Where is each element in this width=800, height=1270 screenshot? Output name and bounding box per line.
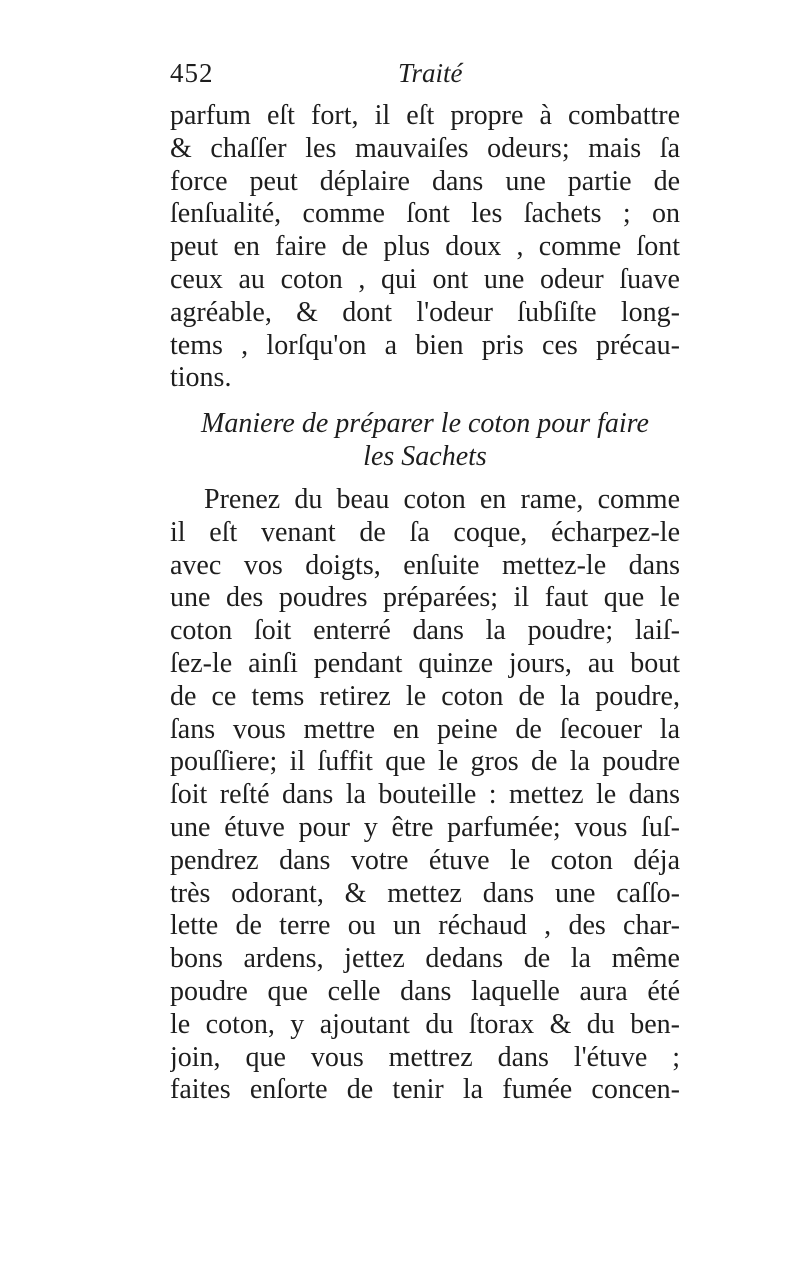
text-line: pouſſiere; il ſuffit que le gros de la poudre bbox=[170, 746, 680, 778]
text-line: peut en faire de plus doux , comme ſont bbox=[170, 231, 680, 263]
running-head bbox=[170, 58, 680, 94]
text-line: avec vos doigts, enſuite mettez-le dans bbox=[170, 549, 680, 581]
text-line: lette de terre ou un réchaud , des char- bbox=[170, 910, 680, 942]
text-line: force peut déplaire dans une partie de bbox=[170, 165, 680, 197]
text-line: il eſt venant de ſa coque, écharpez-le bbox=[170, 516, 680, 548]
text-line: de ce tems retirez le coton de la poudre, bbox=[170, 680, 680, 712]
text-line: ceux au coton , qui ont une odeur ſuave bbox=[170, 263, 680, 295]
text-line: le coton, y ajoutant du ſtorax & du ben- bbox=[170, 1008, 680, 1040]
section-heading bbox=[170, 407, 680, 473]
text-line: agréable, & dont l'odeur ſubſiſte long- bbox=[170, 296, 680, 328]
paragraph-2 bbox=[170, 484, 680, 1107]
text-line: très odorant, & mettez dans une caſſo- bbox=[170, 877, 680, 909]
text-line: tems , lorſqu'on a bien pris ces précau- bbox=[170, 329, 680, 361]
heading-line: les Sachets bbox=[363, 441, 487, 472]
text-line: faites enſorte de tenir la fumée concen- bbox=[170, 1074, 680, 1106]
text-line: ſez-le ainſi pendant quinze jours, au bout bbox=[170, 647, 680, 679]
text-line: parfum eſt fort, il eſt propre à combattre bbox=[170, 100, 680, 131]
text-line: pendrez dans votre étuve le coton déja bbox=[170, 844, 680, 876]
page-number: 452 bbox=[170, 58, 214, 88]
paragraph-1 bbox=[170, 100, 680, 395]
text-line: & chaſſer les mauvaiſes odeurs; mais ſa bbox=[170, 132, 680, 164]
text-line: une étuve pour y être parfumée; vous ſuſ- bbox=[170, 811, 680, 843]
text-line: ſans vous mettre en peine de ſecouer la bbox=[170, 713, 680, 745]
text-line: bons ardens, jettez dedans de la même bbox=[170, 943, 680, 975]
text-line: ſoit reſté dans la bouteille : mettez le dans bbox=[170, 779, 680, 811]
text-line: ſenſualité, comme ſont les ſachets ; on bbox=[170, 198, 680, 230]
running-title: Traité bbox=[398, 58, 463, 88]
text-line: une des poudres préparées; il faut que le bbox=[170, 582, 680, 614]
text-line: poudre que celle dans laquelle aura été bbox=[170, 975, 680, 1007]
text-line: coton ſoit enterré dans la poudre; laiſ- bbox=[170, 615, 680, 647]
text-line: Prenez du beau coton en rame, comme bbox=[204, 484, 680, 515]
heading-line: Maniere de préparer le coton pour faire bbox=[201, 408, 649, 439]
text-line: tions. bbox=[170, 362, 232, 394]
text-line: join, que vous mettrez dans l'étuve ; bbox=[170, 1041, 680, 1073]
